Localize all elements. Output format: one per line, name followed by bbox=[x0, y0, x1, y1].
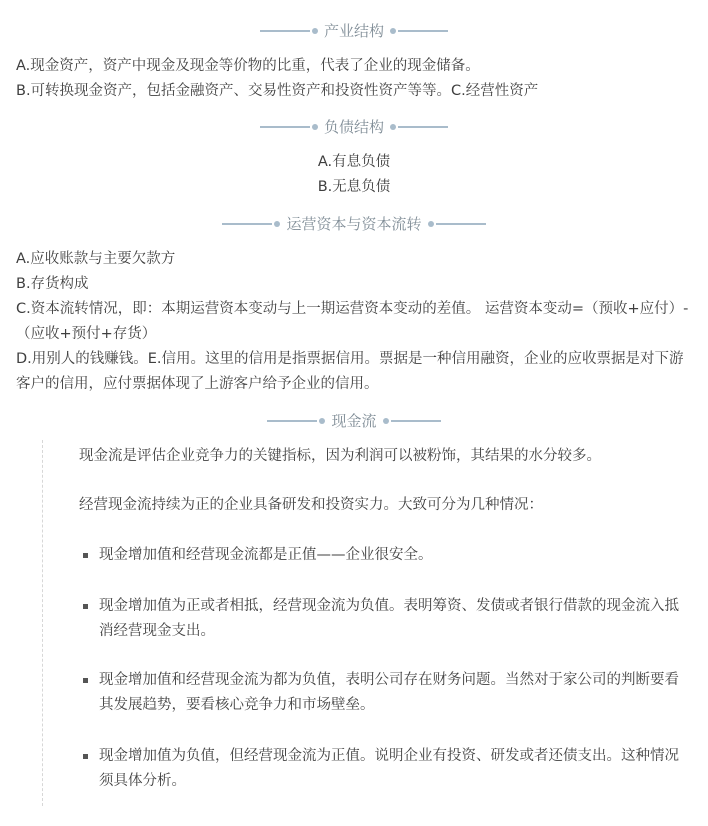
divider-line bbox=[260, 126, 310, 128]
section-heading-operating bbox=[0, 212, 708, 236]
divider-line bbox=[398, 126, 448, 128]
list-item bbox=[99, 744, 679, 794]
section-title: 产业结构 bbox=[323, 22, 384, 40]
divider-dot bbox=[274, 221, 280, 227]
divider-line bbox=[398, 30, 448, 32]
list-item-text: 现金增加值为正或者相抵，经营现金流为负值。表明筹资、发债或者银行借款的现金流入抵消经营现金支出。 bbox=[99, 598, 679, 639]
list-item-text: 现金增加值和经营现金流为都为负值，表明公司存在财务问题。当然对于家公司的判断要看其发展趋势，要看核心竞争力和市场壁垒。 bbox=[99, 672, 679, 713]
list-item-text: 现金增加值为负值，但经营现金流为正值。说明企业有投资、研发或者还债支出。这种情况须具体分析。 bbox=[99, 748, 679, 789]
paragraph-industry-a: A.现金资产，资产中现金及现金等价物的比重，代表了企业的现金储备。 bbox=[16, 58, 480, 74]
divider-line bbox=[260, 30, 310, 32]
divider-line bbox=[436, 223, 486, 225]
paragraph-debt-b: B.无息负债 bbox=[317, 179, 391, 195]
section-title: 现金流 bbox=[331, 412, 377, 430]
square-bullet-icon bbox=[83, 553, 88, 558]
divider-dot bbox=[390, 28, 396, 34]
divider-line bbox=[391, 420, 441, 422]
divider-line bbox=[222, 223, 272, 225]
divider-dot bbox=[428, 221, 434, 227]
section-title: 负债结构 bbox=[323, 118, 384, 136]
square-bullet-icon bbox=[83, 754, 88, 759]
paragraph-operating-a: A.应收账款与主要欠款方 bbox=[16, 251, 176, 267]
square-bullet-icon bbox=[83, 678, 88, 683]
divider-dot bbox=[383, 418, 389, 424]
paragraph-operating-c: C.资本流转情况，即：本期运营资本变动与上一期运营资本变动的差值。 运营资本变动=（预收+应付）-（应收+预付+存货） bbox=[16, 301, 689, 342]
divider-line bbox=[267, 420, 317, 422]
divider-dot bbox=[390, 124, 396, 130]
cashflow-quote-block bbox=[42, 440, 683, 806]
paragraph-operating-b: B.存货构成 bbox=[16, 276, 89, 292]
list-item bbox=[99, 594, 679, 644]
list-item-text: 现金增加值和经营现金流都是正值——企业很安全。 bbox=[99, 547, 433, 563]
section-heading-debt bbox=[0, 115, 708, 139]
paragraph-industry-b: B.可转换现金资产，包括金融资产、交易性资产和投资性资产等等。C.经营性资产 bbox=[16, 83, 539, 99]
list-item bbox=[99, 543, 679, 568]
divider-dot bbox=[319, 418, 325, 424]
section-heading-cashflow bbox=[0, 409, 708, 433]
divider-dot bbox=[312, 28, 318, 34]
cashflow-lead: 经营现金流持续为正的企业具备研发和投资实力。大致可分为几种情况： bbox=[79, 497, 543, 513]
cashflow-intro: 现金流是评估企业竞争力的关键指标，因为利润可以被粉饰，其结果的水分较多。 bbox=[79, 448, 601, 464]
list-item bbox=[99, 668, 679, 718]
paragraph-debt-a: A.有息负债 bbox=[317, 154, 391, 170]
section-title: 运营资本与资本流转 bbox=[286, 215, 422, 233]
square-bullet-icon bbox=[83, 604, 88, 609]
divider-dot bbox=[312, 124, 318, 130]
section-heading-industry bbox=[0, 19, 708, 43]
paragraph-operating-d: D.用别人的钱赚钱。E.信用。这里的信用是指票据信用。票据是一种信用融资，企业的应收票据是对下游客户的信用，应付票据体现了上游客户给予企业的信用。 bbox=[16, 351, 684, 392]
